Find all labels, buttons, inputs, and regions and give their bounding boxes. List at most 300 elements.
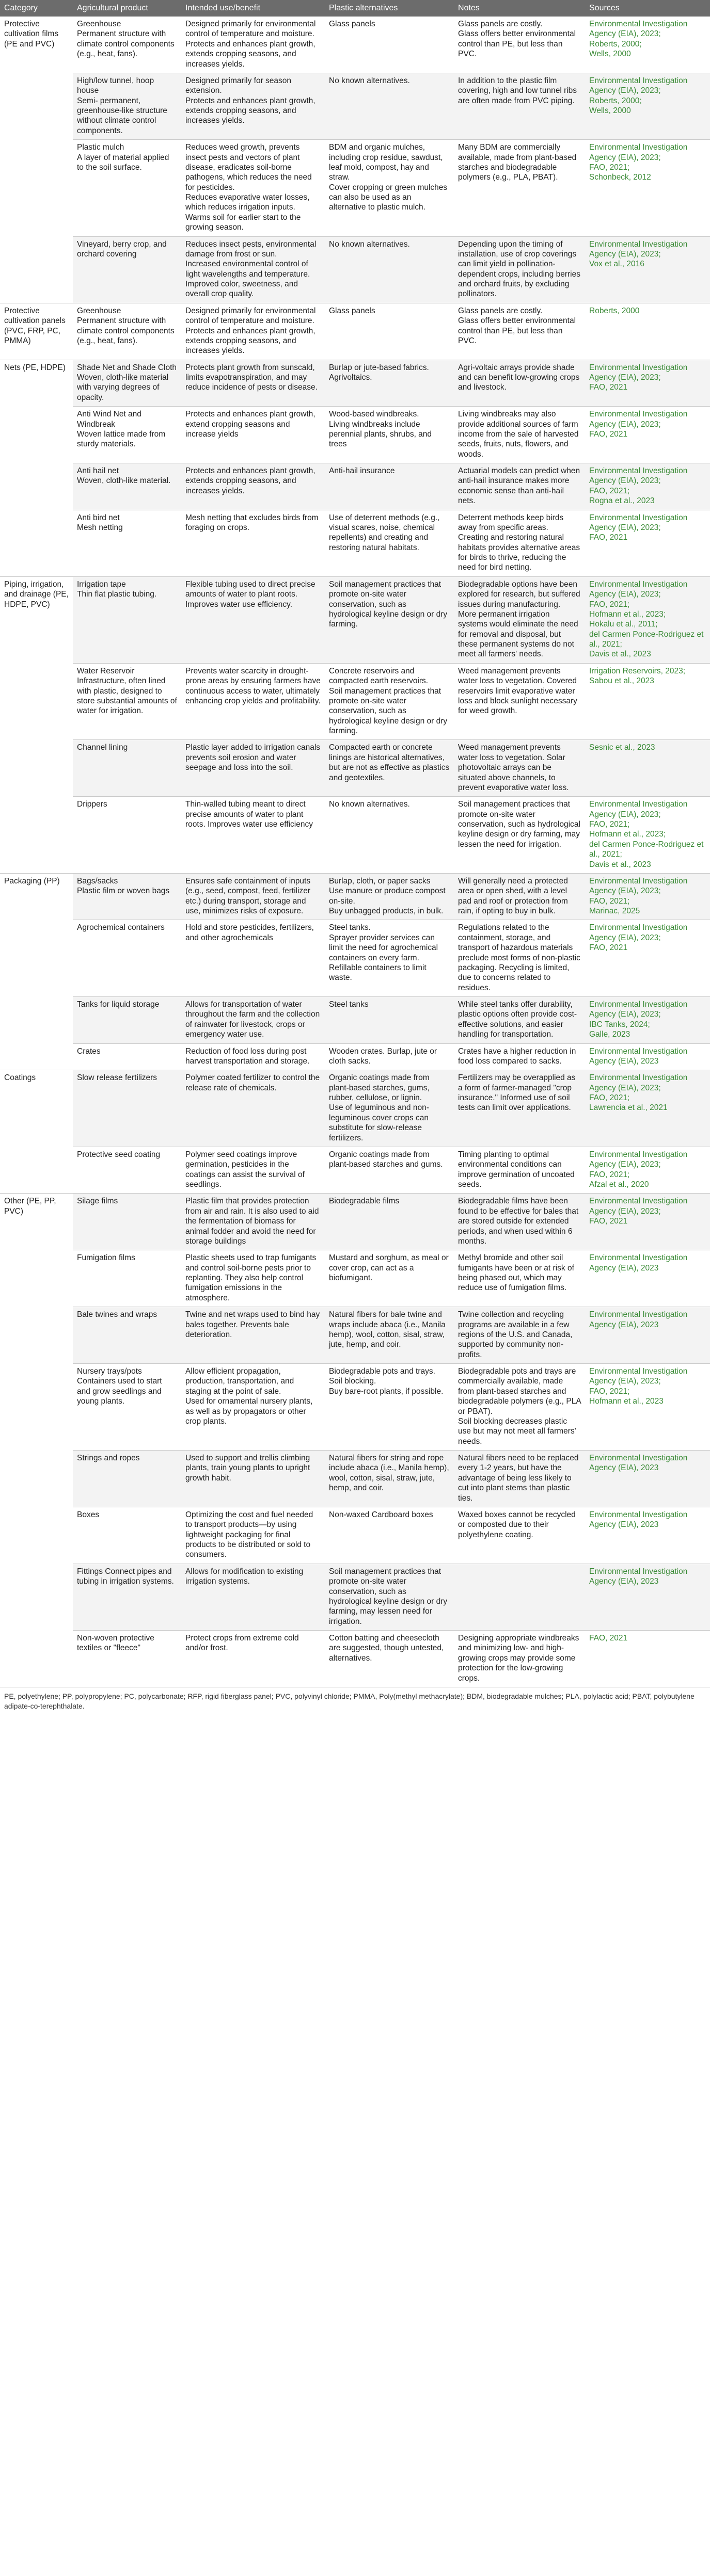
source-citation: del Carmen Ponce-Rodriguez et al., 2021; (589, 840, 704, 859)
table-row (0, 360, 710, 407)
alternatives-cell-line: Buy bare-root plants, if possible. (329, 1387, 444, 1396)
product-cell-line: Agrochemical containers (77, 923, 165, 932)
notes-cell-line: Glass offers better environmental control than PE, but less than PVC. (458, 316, 576, 345)
source-citation: Galle, 2023 (589, 1030, 630, 1039)
alternatives-cell (325, 510, 454, 576)
notes-cell-line: In addition to the plastic film covering, high and low tunnel ribs are often made from PVC piping. (458, 76, 577, 105)
use-cell (181, 17, 325, 73)
product-cell (73, 576, 181, 663)
use-cell-line: Improved color, sweetness, and overall crop quality. (185, 280, 298, 299)
notes-cell (454, 873, 585, 920)
sources-cell (585, 1564, 710, 1630)
table-row (0, 73, 710, 139)
alternatives-cell-line: Buy unbagged products, in bulk. (329, 907, 444, 915)
product-cell-line: Semi- permanent, greenhouse-like structure without climate control components. (77, 96, 167, 135)
product-cell (73, 360, 181, 407)
product-cell-line: Shade Net and Shade Cloth (77, 363, 177, 372)
sources-cell (585, 663, 710, 740)
source-citation: FAO, 2021; (589, 486, 630, 495)
use-cell-line: Prevents water scarcity in drought-prone areas by ensuring farmers have continuous access to water, ultimately enhancing crop yields and profitability. (185, 666, 321, 705)
source-citation: Environmental Investigation Agency (EIA), 2023; (589, 923, 688, 942)
product-cell-line: Anti Wind Net and Windbreak (77, 410, 141, 429)
sources-cell (585, 407, 710, 463)
use-cell (181, 1307, 325, 1364)
use-cell (181, 1631, 325, 1687)
alternatives-cell-line: Glass panels (329, 20, 375, 28)
use-cell (181, 1451, 325, 1507)
table-row (0, 1564, 710, 1630)
product-cell (73, 873, 181, 920)
alternatives-cell-line: Use of leguminous and non-leguminous cover crops can substitute for slow-release fertilizers. (329, 1103, 429, 1142)
alternatives-cell-line: Mustard and sorghum, as meal or cover crop, can act as a biofumigant. (329, 1253, 449, 1282)
table-row (0, 576, 710, 663)
use-cell (181, 997, 325, 1044)
notes-cell (454, 463, 585, 510)
sources-cell (585, 920, 710, 997)
header-product: Agricultural product (73, 0, 181, 17)
product-cell (73, 663, 181, 740)
header-notes: Notes (454, 0, 585, 17)
use-cell (181, 236, 325, 303)
use-cell-line: Protects and enhances plant growth, extends cropping seasons, and increases yields. (185, 96, 315, 125)
use-cell-line: Allows for modification to existing irrigation systems. (185, 1567, 304, 1586)
sources-cell (585, 576, 710, 663)
sources-cell (585, 1307, 710, 1364)
source-citation: Environmental Investigation Agency (EIA), 2023; (589, 876, 688, 896)
alternatives-cell (325, 463, 454, 510)
alternatives-cell-line: Concrete reservoirs and compacted earth reservoirs. (329, 666, 429, 686)
use-cell (181, 1250, 325, 1307)
notes-cell-line: Soil management practices that promote on-site water conservation, such as hydrological keyline design or dry farming, may lessen the need for irrigation. (458, 800, 580, 849)
source-citation: Environmental Investigation Agency (EIA), 2023; (589, 579, 688, 599)
notes-cell (454, 1631, 585, 1687)
use-cell (181, 1564, 325, 1630)
use-cell-line: Polymer coated fertilizer to control the release rate of chemicals. (185, 1073, 320, 1092)
alternatives-cell-line: Soil management practices that promote on-site water conservation, such as hydrological keyline design or dry farming. (329, 686, 448, 735)
notes-cell-line: Timing planting to optimal environmental conditions can improve germination of uncoated seeds. (458, 1150, 575, 1189)
source-citation: Wells, 2000 (589, 106, 631, 115)
sources-cell (585, 1364, 710, 1451)
notes-cell-line: Methyl bromide and other soil fumigants have been or at risk of being phased out, which may reduce use of fumigation films. (458, 1253, 574, 1293)
notes-cell (454, 407, 585, 463)
notes-cell-line: Creating and restoring natural habitats provides alternative areas for birds to thrive, reducing the need for bird netting. (458, 533, 580, 572)
product-cell-line: Anti hail net (77, 466, 119, 475)
use-cell-line: Allows for transportation of water throughout the farm and the collection of rainwater for livestock, crops or emergency water use. (185, 1000, 320, 1039)
header-alternatives: Plastic alternatives (325, 0, 454, 17)
table-row (0, 1307, 710, 1364)
product-cell-line: Irrigation tape (77, 579, 126, 589)
alternatives-cell-line: Biodegradable films (329, 1197, 400, 1206)
sources-cell (585, 1250, 710, 1307)
alternatives-cell (325, 1451, 454, 1507)
use-cell (181, 873, 325, 920)
product-cell-line: Drippers (77, 800, 107, 809)
alternatives-cell-line: Refillable containers to limit waste. (329, 963, 427, 983)
use-cell (181, 576, 325, 663)
alternatives-cell-line: Wood-based windbreaks. (329, 410, 419, 419)
use-cell-line: Reduces insect pests, environmental damage from frost or sun. (185, 239, 317, 259)
alternatives-cell-line: Steel tanks (329, 1000, 369, 1009)
product-cell (73, 1250, 181, 1307)
product-cell-line: Thin flat plastic tubing. (77, 590, 157, 599)
product-cell-line: Woven, cloth-like material with varying degrees of opacity. (77, 373, 169, 402)
alternatives-cell-line: Soil management practices that promote on-site water conservation, such as hydrological keyline design or dry farming. (329, 579, 448, 629)
source-citation: Environmental Investigation Agency (EIA), 2023; (589, 143, 688, 162)
alternatives-cell-line: Organic coatings made from plant-based starches and gums. (329, 1150, 443, 1169)
product-cell (73, 73, 181, 139)
product-cell (73, 797, 181, 874)
alternatives-cell (325, 1307, 454, 1364)
product-cell (73, 1631, 181, 1687)
alternatives-cell (325, 140, 454, 236)
category-cell: Protective cultivation films (PE and PVC) (0, 17, 73, 303)
product-cell-line: Greenhouse (77, 306, 121, 315)
product-cell-line: Bags/sacks (77, 876, 118, 886)
product-cell-line: Containers used to start and grow seedlings and young plants. (77, 1377, 162, 1406)
header-category: Category (0, 0, 73, 17)
notes-cell (454, 1451, 585, 1507)
alternatives-cell-line: Non-waxed Cardboard boxes (329, 1510, 433, 1519)
product-cell-line: Woven lattice made from sturdy materials. (77, 429, 166, 449)
category-cell: Packaging (PP) (0, 873, 73, 1070)
product-cell-line: Plastic mulch (77, 143, 124, 152)
table-row (0, 1147, 710, 1194)
sources-cell (585, 1043, 710, 1070)
alternatives-cell-line: Glass panels (329, 306, 375, 315)
sources-cell (585, 740, 710, 797)
notes-cell (454, 797, 585, 874)
notes-cell-line: Agri-voltaic arrays provide shade and can benefit low-growing crops and livestock. (458, 363, 580, 392)
product-cell-line: Non-woven protective textiles or "fleece" (77, 1634, 154, 1653)
alternatives-cell (325, 236, 454, 303)
alternatives-cell-line: Use of deterrent methods (e.g., visual scares, noise, chemical repellents) and creating and restoring natural habitats. (329, 513, 440, 552)
source-citation: Roberts, 2000; (589, 96, 642, 105)
product-cell-line: Slow release fertilizers (77, 1073, 157, 1083)
sources-cell (585, 1631, 710, 1687)
notes-cell-line: Deterrent methods keep birds away from specific areas. (458, 513, 564, 532)
notes-cell-line: Twine collection and recycling programs are available in a few regions of the U.S. and Canada, supported by community non-profits. (458, 1310, 573, 1359)
source-citation: Vox et al., 2016 (589, 260, 644, 269)
alternatives-cell (325, 1250, 454, 1307)
source-citation: FAO, 2021; (589, 896, 630, 906)
alternatives-cell (325, 1147, 454, 1194)
table-row (0, 1364, 710, 1451)
alternatives-cell-line: No known alternatives. (329, 800, 410, 809)
header-sources: Sources (585, 0, 710, 17)
notes-cell-line: Actuarial models can predict when anti-hail insurance makes more economic sense than anti-hail nets. (458, 466, 580, 506)
product-cell-line: Greenhouse (77, 20, 121, 28)
product-cell-line: Nursery trays/pots (77, 1367, 142, 1376)
product-cell-line: Plastic film or woven bags (77, 887, 170, 896)
sources-cell (585, 73, 710, 139)
alternatives-cell-line: No known alternatives. (329, 239, 410, 249)
product-cell-line: Boxes (77, 1510, 100, 1519)
product-cell (73, 510, 181, 576)
product-cell-line: Fumigation films (77, 1253, 135, 1263)
alternatives-cell-line: Biodegradable pots and trays. (329, 1367, 435, 1376)
notes-cell (454, 1194, 585, 1250)
use-cell (181, 407, 325, 463)
table-row (0, 1451, 710, 1507)
table-row (0, 797, 710, 874)
use-cell (181, 663, 325, 740)
alternatives-cell-line: Use manure or produce compost on-site. (329, 887, 446, 906)
product-cell (73, 303, 181, 360)
sources-cell (585, 1451, 710, 1507)
use-cell (181, 463, 325, 510)
source-citation: FAO, 2021 (589, 429, 628, 439)
alternatives-cell-line: Compacted earth or concrete linings are historical alternatives, but are not as effective as plastics and geotextiles. (329, 743, 450, 782)
notes-cell-line: Crates have a higher reduction in food loss compared to sacks. (458, 1046, 576, 1066)
table-row (0, 1631, 710, 1687)
source-citation: Marinac, 2025 (589, 907, 640, 915)
alternatives-cell-line: No known alternatives. (329, 76, 410, 85)
alternatives-cell (325, 1070, 454, 1147)
use-cell-line: Increased environmental control of light wavelengths and temperature. (185, 260, 310, 279)
notes-cell-line: Waxed boxes cannot be recycled or composted due to their polyethylene coating. (458, 1510, 576, 1539)
alternatives-cell (325, 303, 454, 360)
alternatives-cell-line: BDM and organic mulches, including crop residue, sawdust, leaf mold, compost, hay and straw. (329, 143, 443, 182)
use-cell-line: Protects and enhances plant growth, extends cropping seasons, and increases yields. (185, 466, 315, 495)
alternatives-cell (325, 1507, 454, 1564)
use-cell-line: Hold and store pesticides, fertilizers, and other agrochemicals (185, 923, 314, 942)
notes-cell (454, 140, 585, 236)
use-cell-line: Designed primarily for season extension. (185, 76, 292, 95)
sources-cell (585, 140, 710, 236)
notes-cell (454, 997, 585, 1044)
use-cell-line: Plastic film that provides protection from air and rain. It is also used to aid the fermentation of biomass for animal fodder and avoid the need for storage buildings (185, 1197, 319, 1246)
source-citation: Environmental Investigation Agency (EIA), 2023; (589, 466, 688, 486)
notes-cell (454, 576, 585, 663)
use-cell (181, 1507, 325, 1564)
alternatives-cell (325, 1194, 454, 1250)
use-cell-line: Protects plant growth from sunscald, limits evapotranspiration, and may reduce incidence of pests or disease. (185, 363, 318, 392)
use-cell (181, 797, 325, 874)
alternatives-cell-line: Sprayer provider services can limit the need for agrochemical containers on every farm. (329, 933, 438, 962)
use-cell-line: Polymer seed coatings improve germination, pesticides in the coatings can assist the survival of seedlings. (185, 1150, 305, 1189)
use-cell (181, 1070, 325, 1147)
use-cell-line: Used for ornamental nursery plants, as well as by propagators or other crop plants. (185, 1397, 313, 1426)
source-citation: Environmental Investigation Agency (EIA), 2023 (589, 1567, 688, 1586)
alternatives-cell (325, 576, 454, 663)
notes-cell-line: More permanent irrigation systems would eliminate the need for removal and disposal, but these permanent systems do not meet all farmers' needs. (458, 609, 578, 659)
source-citation: Rogna et al., 2023 (589, 496, 655, 506)
table-row (0, 997, 710, 1044)
use-cell (181, 140, 325, 236)
table-row (0, 1250, 710, 1307)
notes-cell-line: Glass panels are costly. (458, 306, 543, 315)
table-row (0, 17, 710, 73)
source-citation: Environmental Investigation Agency (EIA), 2023; (589, 363, 688, 382)
sources-cell (585, 997, 710, 1044)
sources-cell (585, 1194, 710, 1250)
product-cell (73, 1564, 181, 1630)
table-row (0, 1507, 710, 1564)
source-citation: Hokalu et al., 2011; (589, 620, 658, 629)
table-body (0, 17, 710, 1687)
notes-cell-line: While steel tanks offer durability, plastic options often provide cost-effective solutions, and easier handling for transportation. (458, 1000, 577, 1039)
source-citation: Environmental Investigation Agency (EIA), 2023 (589, 1046, 688, 1066)
product-cell-line: Channel lining (77, 743, 128, 752)
alternatives-cell (325, 1043, 454, 1070)
product-cell-line: Fittings Connect pipes and tubing in irrigation systems. (77, 1567, 174, 1586)
alternatives-cell-line: Steel tanks. (329, 923, 371, 932)
source-citation: Environmental Investigation Agency (EIA), 2023; (589, 513, 688, 532)
source-citation: FAO, 2021; (589, 1170, 630, 1179)
product-cell (73, 1451, 181, 1507)
use-cell (181, 1364, 325, 1451)
alternatives-cell (325, 73, 454, 139)
alternatives-cell-line: Soil blocking. (329, 1377, 376, 1386)
source-citation: Environmental Investigation Agency (EIA), 2023; (589, 800, 688, 819)
product-cell (73, 1364, 181, 1451)
product-cell (73, 1043, 181, 1070)
alternatives-cell (325, 17, 454, 73)
source-citation: Environmental Investigation Agency (EIA), 2023; (589, 410, 688, 429)
use-cell-line: Allow efficient propagation, production, transportation, and staging at the point of sale. (185, 1367, 294, 1396)
alternatives-cell-line: Organic coatings made from plant-based starches, gums, rubber, cellulose, or lignin. (329, 1073, 430, 1102)
table-row (0, 407, 710, 463)
use-cell-line: Designed primarily for environmental control of temperature and moisture. (185, 306, 316, 326)
use-cell-line: Reduces evaporative water losses, which reduces irrigation inputs. (185, 193, 310, 212)
alternatives-cell-line: Anti-hail insurance (329, 466, 395, 475)
use-cell (181, 360, 325, 407)
product-cell-line: Anti bird net (77, 513, 120, 522)
source-citation: Davis et al., 2023 (589, 860, 651, 869)
notes-cell-line: Depending upon the timing of installation, use of crop coverings can limit yield in pollination-dependent crops, including berries and orchard fruits, by excluding pollinators. (458, 239, 580, 299)
alternatives-cell-line: Natural fibers for bale twine and wraps include abaca (i.e., Manila hemp), wool, cotton, sisal, straw, jute, hemp, and coir. (329, 1310, 446, 1349)
table-row (0, 920, 710, 997)
product-cell-line: Silage films (77, 1197, 118, 1206)
use-cell-line: Reduction of food loss during post harvest transportation and storage. (185, 1046, 310, 1066)
table-row (0, 510, 710, 576)
notes-cell (454, 360, 585, 407)
source-citation: Roberts, 2000 (589, 306, 640, 315)
source-citation: Roberts, 2000; (589, 39, 642, 49)
source-citation: FAO, 2021 (589, 533, 628, 542)
use-cell-line: Warms soil for earlier start to the growing season. (185, 213, 301, 232)
source-citation: Irrigation Reservoirs, 2023; (589, 666, 686, 675)
use-cell (181, 1043, 325, 1070)
source-citation: FAO, 2021; (589, 1093, 630, 1102)
notes-cell-line: Glass offers better environmental control than PE, but less than PVC. (458, 29, 576, 59)
sources-cell (585, 463, 710, 510)
notes-cell (454, 1147, 585, 1194)
table-row (0, 1194, 710, 1250)
source-citation: del Carmen Ponce-Rodriguez et al., 2021; (589, 630, 704, 649)
product-cell-line: Strings and ropes (77, 1454, 140, 1462)
sources-cell (585, 17, 710, 73)
product-cell-line: A layer of material applied to the soil surface. (77, 153, 169, 172)
source-citation: Sabou et al., 2023 (589, 677, 654, 686)
notes-cell (454, 1507, 585, 1564)
alternatives-cell (325, 797, 454, 874)
alternatives-cell-line: Burlap or jute-based fabrics. (329, 363, 429, 372)
source-citation: Wells, 2000 (589, 50, 631, 59)
notes-cell (454, 1070, 585, 1147)
source-citation: Environmental Investigation Agency (EIA), 2023; (589, 1367, 688, 1386)
sources-cell (585, 1507, 710, 1564)
product-cell-line: Mesh netting (77, 523, 123, 532)
source-citation: Hofmann et al., 2023; (589, 830, 666, 839)
notes-cell (454, 740, 585, 797)
product-cell (73, 236, 181, 303)
notes-cell (454, 1307, 585, 1364)
alternatives-cell-line: Burlap, cloth, or paper sacks (329, 876, 431, 886)
use-cell (181, 510, 325, 576)
use-cell-line: Protects and enhances plant growth, extend cropping seasons and increase yields (185, 410, 315, 439)
source-citation: Environmental Investigation Agency (EIA), 2023 (589, 1253, 688, 1273)
product-cell (73, 463, 181, 510)
source-citation: FAO, 2021; (589, 820, 630, 829)
table-row (0, 303, 710, 360)
alternatives-cell-line: Cotton batting and cheesecloth are suggested, though untested, alternatives. (329, 1634, 444, 1663)
source-citation: FAO, 2021; (589, 600, 630, 609)
sources-cell (585, 236, 710, 303)
use-cell (181, 740, 325, 797)
notes-cell (454, 663, 585, 740)
table-row (0, 873, 710, 920)
category-cell: Piping, irrigation, and drainage (PE, HDPE, PVC) (0, 576, 73, 873)
notes-cell-line: Soil blocking decreases plastic use but may not meet all farmers' needs. (458, 1416, 576, 1446)
product-cell-line: Bale twines and wraps (77, 1310, 157, 1319)
table-row (0, 236, 710, 303)
product-cell (73, 1307, 181, 1364)
product-cell (73, 1070, 181, 1147)
source-citation: FAO, 2021 (589, 1217, 628, 1226)
source-citation: Hofmann et al., 2023; (589, 609, 666, 619)
notes-cell-line: Designing appropriate windbreaks and minimizing low- and high-growing crops may provide some protection for the low-growing crops. (458, 1634, 579, 1683)
notes-cell-line: Living windbreaks may also provide additional sources of farm income from the sale of harvested seeds, fruits, nuts, flowers, and woods. (458, 410, 579, 459)
source-citation: Environmental Investigation Agency (EIA), 2023; (589, 20, 688, 39)
source-citation: FAO, 2021 (589, 943, 628, 953)
sources-cell (585, 360, 710, 407)
alternatives-cell (325, 873, 454, 920)
notes-cell (454, 1364, 585, 1451)
sources-cell (585, 873, 710, 920)
notes-cell-line: Will generally need a protected area or open shed, with a level pad and roof or protection from rain, if opting to buy in bulk. (458, 876, 568, 915)
use-cell (181, 1194, 325, 1250)
source-citation: FAO, 2021 (589, 383, 628, 392)
notes-cell (454, 1564, 585, 1630)
use-cell (181, 1147, 325, 1194)
notes-cell (454, 920, 585, 997)
source-citation: Lawrencia et al., 2021 (589, 1103, 668, 1113)
table-row (0, 740, 710, 797)
alternatives-cell (325, 740, 454, 797)
header-use: Intended use/benefit (181, 0, 325, 17)
alternatives-cell (325, 1631, 454, 1687)
source-citation: Environmental Investigation Agency (EIA), 2023; (589, 76, 688, 95)
alternatives-cell (325, 360, 454, 407)
sources-cell (585, 303, 710, 360)
product-cell (73, 920, 181, 997)
notes-cell (454, 1043, 585, 1070)
use-cell-line: Reduces weed growth, prevents insect pests and vectors of plant disease, eradicates soil-borne pathogens, which reduces the need for pesticides. (185, 143, 312, 192)
use-cell-line: Flexible tubing used to direct precise amounts of water to plant roots. Improves water use efficiency. (185, 579, 315, 609)
source-citation: Schonbeck, 2012 (589, 173, 651, 182)
alternatives-cell (325, 663, 454, 740)
notes-cell-line: Regulations related to the containment, storage, and transport of hazardous materials preclude most forms of non-plastic packaging. Recycling is limited, due to concerns related to residues. (458, 923, 580, 992)
source-citation: Environmental Investigation Agency (EIA), 2023; (589, 1073, 688, 1092)
notes-cell (454, 73, 585, 139)
use-cell-line: Used to support and trellis climbing plants, train young plants to upright growth habit. (185, 1454, 310, 1483)
table-row (0, 463, 710, 510)
sources-cell (585, 1147, 710, 1194)
alternatives-cell (325, 920, 454, 997)
alternatives-cell-line: Soil management practices that promote on-site water conservation, such as hydrological keyline design or dry farming, may lessen need for irrigation. (329, 1567, 448, 1626)
alternatives-cell (325, 407, 454, 463)
